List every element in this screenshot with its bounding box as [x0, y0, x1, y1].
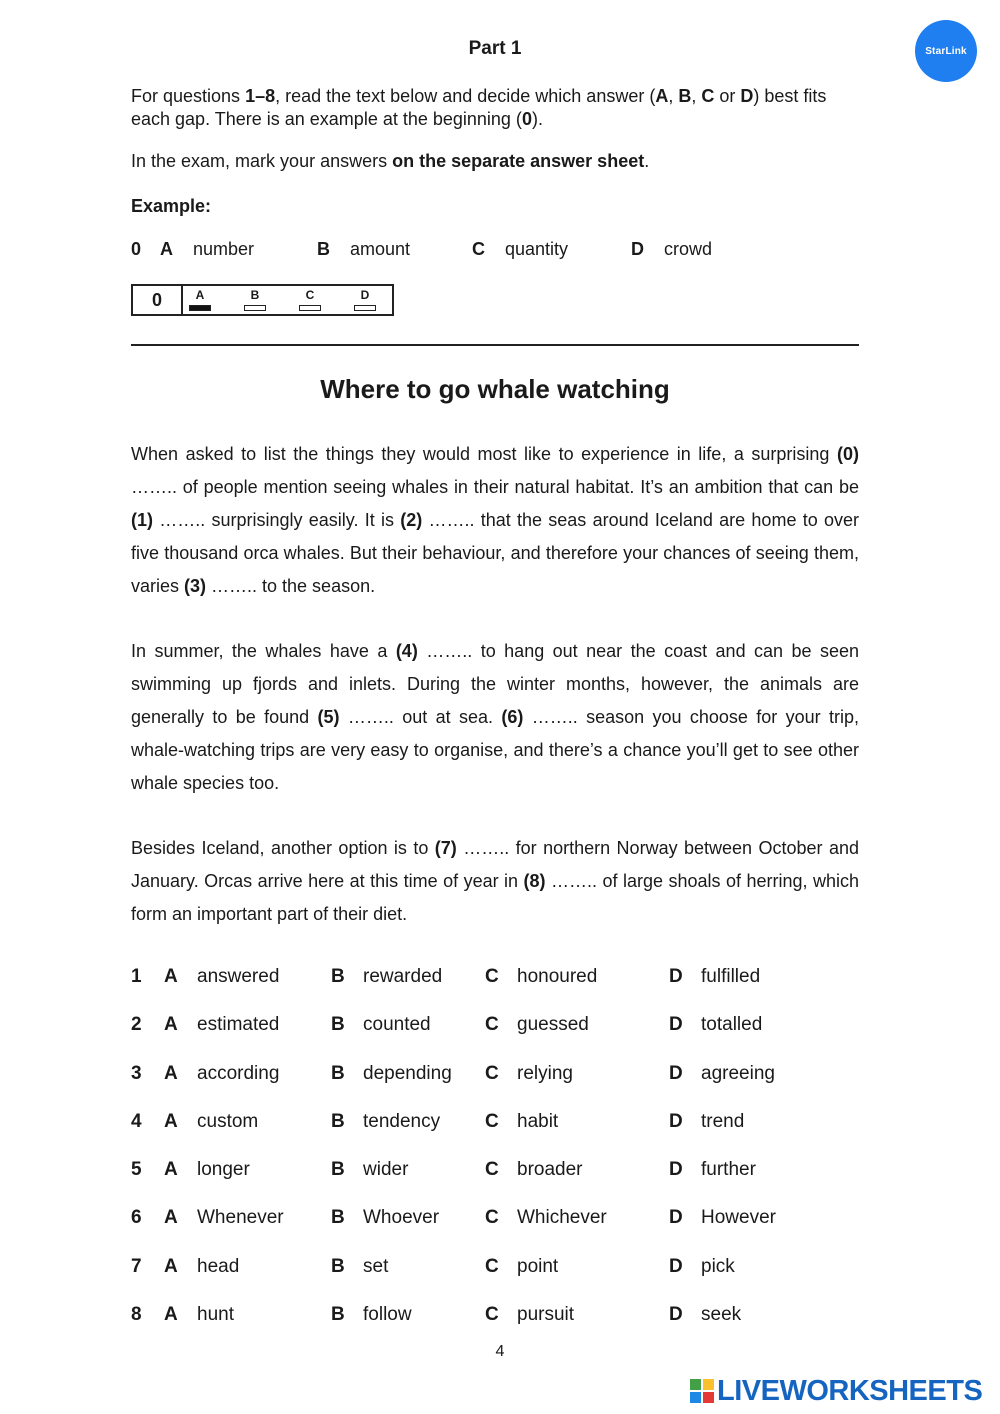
option-d[interactable]: agreeing — [701, 1063, 775, 1084]
option-letter-a: A — [164, 1159, 178, 1180]
example-options-row — [131, 239, 791, 263]
question-number: 2 — [131, 1014, 142, 1035]
question-number: 7 — [131, 1256, 142, 1277]
option-a[interactable]: hunt — [197, 1304, 234, 1325]
option-letter-c: C — [485, 1304, 499, 1325]
option-letter-a: A — [164, 1256, 178, 1277]
option-d[interactable]: pick — [701, 1256, 735, 1277]
option-b[interactable]: counted — [363, 1014, 431, 1035]
question-row-7 — [131, 1256, 831, 1282]
question-row-6 — [131, 1207, 831, 1233]
page-number: 4 — [495, 1343, 505, 1360]
question-row-1 — [131, 966, 831, 992]
option-letter-d: D — [669, 1063, 683, 1084]
answer-option-c: C — [298, 289, 322, 311]
option-letter-b: B — [331, 1159, 345, 1180]
gap-0: (0) — [837, 444, 859, 464]
gap-8: (8) — [523, 871, 546, 891]
option-letter-c: C — [485, 1207, 499, 1228]
article-title: Where to go whale watching — [320, 374, 670, 404]
option-letter-c: C — [485, 1063, 499, 1084]
option-letter-a: A — [164, 966, 178, 987]
option-d[interactable]: seek — [701, 1304, 742, 1325]
gap-5: (5) — [317, 707, 340, 727]
option-a[interactable]: longer — [197, 1159, 250, 1180]
answer-option-a: A — [188, 289, 212, 311]
option-b[interactable]: Whoever — [363, 1207, 440, 1228]
option-a[interactable]: Whenever — [197, 1207, 284, 1228]
option-letter-d: D — [669, 1304, 683, 1325]
option-letter-c: C — [485, 1111, 499, 1132]
option-letter-d: D — [669, 1111, 683, 1132]
answer-option-b: B — [243, 289, 267, 311]
option-b[interactable]: set — [363, 1256, 389, 1277]
option-letter-b: B — [331, 1111, 345, 1132]
option-letter-c: C — [485, 1256, 499, 1277]
question-number: 4 — [131, 1111, 142, 1132]
example-letter-b: B — [317, 239, 330, 259]
answer-lozenge-a — [189, 305, 211, 311]
option-letter-d: D — [669, 1014, 683, 1035]
gap-2: (2) — [400, 510, 423, 530]
option-c[interactable]: guessed — [517, 1014, 589, 1035]
option-letter-a: A — [164, 1063, 178, 1084]
gap-6: (6) — [501, 707, 524, 727]
option-letter-a: A — [164, 1111, 178, 1132]
option-letter-d: D — [669, 966, 683, 987]
article-paragraph-3: Besides Iceland, another option is to (7) …….. for northern Norway between October and January. Orcas arrive here at this time of year in (8) …….. of large shoals of herring, which form an important part of their diet. — [131, 838, 859, 924]
example-word-b: amount — [350, 239, 411, 259]
option-d[interactable]: trend — [701, 1111, 745, 1132]
liveworksheets-icon — [690, 1379, 714, 1403]
liveworksheets-wordmark: LIVEWORKSHEETS — [717, 1374, 983, 1407]
option-letter-a: A — [164, 1207, 178, 1228]
example-number: 0 — [131, 239, 142, 259]
example-word-d: crowd — [664, 239, 713, 259]
option-d[interactable]: fulfilled — [701, 966, 761, 987]
question-row-8 — [131, 1304, 831, 1330]
question-row-4 — [131, 1111, 831, 1137]
liveworksheets-logo[interactable] — [690, 1375, 982, 1407]
option-b[interactable]: follow — [363, 1304, 412, 1325]
option-c[interactable]: honoured — [517, 966, 598, 987]
answer-option-d: D — [353, 289, 377, 311]
question-number: 1 — [131, 966, 142, 987]
question-row-2 — [131, 1014, 831, 1040]
gap-3: (3) — [184, 576, 207, 596]
option-c[interactable]: point — [517, 1256, 559, 1277]
question-row-3 — [131, 1063, 831, 1089]
option-c[interactable]: broader — [517, 1159, 583, 1180]
option-c[interactable]: relying — [517, 1063, 573, 1084]
example-word-c: quantity — [505, 239, 569, 259]
option-d[interactable]: However — [701, 1207, 776, 1228]
article-paragraph-1: When asked to list the things they would most like to experience in life, a surprising (0) …….. of people mention seeing whales in their natural habitat. It’s an ambition that can be (1) …….. surprisingly easily. It is (2) …….. that the seas around Iceland are home to over five thousand orca whales. But their behaviour, and therefore your chances of seeing them, varies (3) …….. to the season. — [131, 444, 859, 596]
option-letter-d: D — [669, 1207, 683, 1228]
option-b[interactable]: depending — [363, 1063, 452, 1084]
option-letter-b: B — [331, 1304, 345, 1325]
example-answer-box — [131, 284, 394, 316]
option-c[interactable]: pursuit — [517, 1304, 575, 1325]
answer-box-number: 0 — [133, 286, 183, 314]
option-a[interactable]: answered — [197, 966, 280, 987]
starlink-logo: StarLink — [915, 20, 977, 82]
answer-lozenge-c — [299, 305, 321, 311]
article-paragraph-2: In summer, the whales have a (4) …….. to hang out near the coast and can be seen swimming up fjords and inlets. During the winter months, however, the animals are generally to be found (5) …….. out at sea. (6) …….. season you choose for your trip, whale-watching trips are very easy to organise, and there’s a chance you’ll get to see other whale species too. — [131, 641, 859, 793]
option-letter-b: B — [331, 1063, 345, 1084]
option-letter-b: B — [331, 1207, 345, 1228]
option-letter-b: B — [331, 1014, 345, 1035]
section-divider — [131, 344, 859, 346]
example-letter-c: C — [472, 239, 485, 259]
answer-lozenge-b — [244, 305, 266, 311]
option-a[interactable]: according — [197, 1063, 280, 1084]
question-number: 5 — [131, 1159, 142, 1180]
option-d[interactable]: further — [701, 1159, 756, 1180]
question-number: 6 — [131, 1207, 142, 1228]
option-a[interactable]: custom — [197, 1111, 259, 1132]
option-letter-b: B — [331, 1256, 345, 1277]
option-letter-a: A — [164, 1304, 178, 1325]
option-b[interactable]: wider — [363, 1159, 409, 1180]
option-c[interactable]: Whichever — [517, 1207, 607, 1228]
instructions-answer-sheet: In the exam, mark your answers on the separate answer sheet. — [131, 151, 650, 171]
example-letter-d: D — [631, 239, 644, 259]
example-word-a: number — [193, 239, 255, 259]
gap-4: (4) — [395, 641, 418, 661]
option-letter-c: C — [485, 1014, 499, 1035]
option-b[interactable]: rewarded — [363, 966, 443, 987]
part-title: Part 1 — [468, 38, 522, 59]
instructions-questions: For questions 1–8, read the text below and decide which answer (A, B, C or D) best fits each gap. There is an example at the beginning (0). — [131, 86, 827, 129]
option-a[interactable]: head — [197, 1256, 240, 1277]
question-row-5 — [131, 1159, 831, 1185]
gap-1: (1) — [131, 510, 153, 530]
example-label: Example: — [131, 196, 212, 216]
question-number: 3 — [131, 1063, 142, 1084]
option-letter-c: C — [485, 966, 499, 987]
option-letter-b: B — [331, 966, 345, 987]
example-letter-a: A — [160, 239, 173, 259]
option-letter-c: C — [485, 1159, 499, 1180]
option-letter-d: D — [669, 1256, 683, 1277]
gap-7: (7) — [434, 838, 457, 858]
answer-lozenge-d — [354, 305, 376, 311]
option-d[interactable]: totalled — [701, 1014, 763, 1035]
option-letter-a: A — [164, 1014, 178, 1035]
option-c[interactable]: habit — [517, 1111, 559, 1132]
option-a[interactable]: estimated — [197, 1014, 280, 1035]
option-letter-d: D — [669, 1159, 683, 1180]
question-number: 8 — [131, 1304, 142, 1325]
option-b[interactable]: tendency — [363, 1111, 441, 1132]
